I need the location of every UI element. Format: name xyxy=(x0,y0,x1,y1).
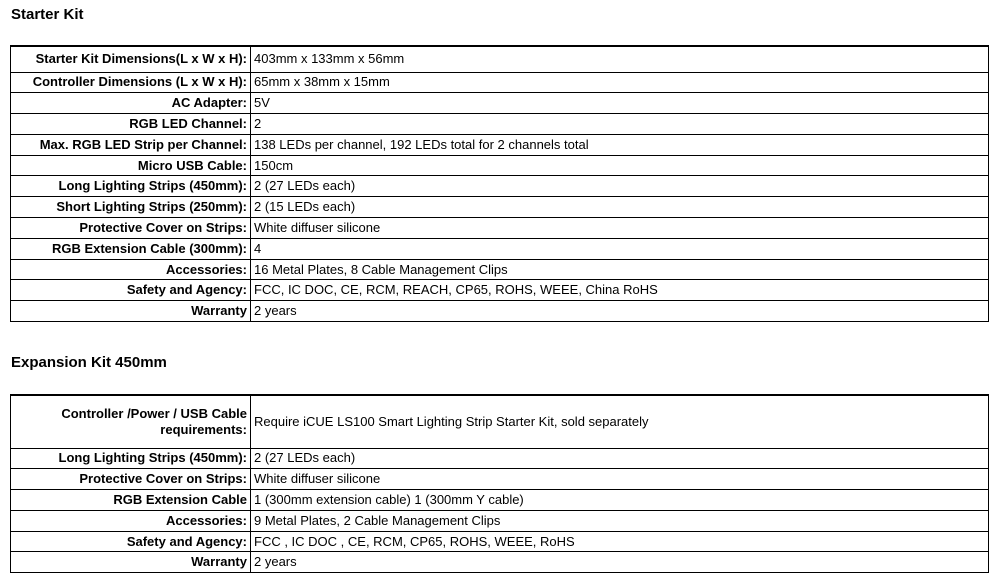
spec-label: Warranty xyxy=(11,301,251,322)
table-row xyxy=(11,72,989,93)
spec-label: Max. RGB LED Strip per Channel: xyxy=(11,134,251,155)
table-row xyxy=(11,448,989,469)
table-row xyxy=(11,218,989,239)
spec-value: Require iCUE LS100 Smart Lighting Strip Starter Kit, sold separately xyxy=(251,395,989,448)
spec-label: Controller Dimensions (L x W x H): xyxy=(11,72,251,93)
starter-kit-title: Starter Kit xyxy=(11,6,84,23)
spec-label: Accessories: xyxy=(11,510,251,531)
table-row xyxy=(11,155,989,176)
spec-label: Protective Cover on Strips: xyxy=(11,469,251,490)
spec-label: Safety and Agency: xyxy=(11,531,251,552)
spec-value: 65mm x 38mm x 15mm xyxy=(251,72,989,93)
spec-value: FCC, IC DOC, CE, RCM, REACH, CP65, ROHS, WEEE, China RoHS xyxy=(251,280,989,301)
spec-value: 2 (27 LEDs each) xyxy=(251,448,989,469)
table-row xyxy=(11,301,989,322)
spec-value: 2 years xyxy=(251,552,989,573)
table-row xyxy=(11,93,989,114)
spec-label: Warranty xyxy=(11,552,251,573)
spec-value: 150cm xyxy=(251,155,989,176)
table-row xyxy=(11,259,989,280)
spec-value: White diffuser silicone xyxy=(251,218,989,239)
spec-value: 138 LEDs per channel, 192 LEDs total for 2 channels total xyxy=(251,134,989,155)
spec-value: 1 (300mm extension cable) 1 (300mm Y cable) xyxy=(251,490,989,511)
spec-value: 5V xyxy=(251,93,989,114)
expansion-kit-spec-table xyxy=(10,394,989,573)
table-row xyxy=(11,197,989,218)
spec-label: Starter Kit Dimensions(L x W x H): xyxy=(11,46,251,72)
spec-label: Micro USB Cable: xyxy=(11,155,251,176)
table-row xyxy=(11,280,989,301)
spec-value: 16 Metal Plates, 8 Cable Management Clips xyxy=(251,259,989,280)
table-row xyxy=(11,552,989,573)
spec-label: Controller /Power / USB Cable requirements: xyxy=(11,395,251,448)
table-row xyxy=(11,395,989,448)
table-row xyxy=(11,114,989,135)
table-row xyxy=(11,531,989,552)
table-row xyxy=(11,490,989,511)
spec-label: RGB LED Channel: xyxy=(11,114,251,135)
table-row xyxy=(11,46,989,72)
table-row xyxy=(11,510,989,531)
spec-label: Accessories: xyxy=(11,259,251,280)
spec-label: RGB Extension Cable (300mm): xyxy=(11,238,251,259)
spec-value: 9 Metal Plates, 2 Cable Management Clips xyxy=(251,510,989,531)
spec-value: 2 xyxy=(251,114,989,135)
spec-value: FCC , IC DOC , CE, RCM, CP65, ROHS, WEEE, RoHS xyxy=(251,531,989,552)
spec-value: 2 years xyxy=(251,301,989,322)
spec-label: Short Lighting Strips (250mm): xyxy=(11,197,251,218)
spec-value: 403mm x 133mm x 56mm xyxy=(251,46,989,72)
spec-value: 2 (27 LEDs each) xyxy=(251,176,989,197)
spec-value: White diffuser silicone xyxy=(251,469,989,490)
spec-label: RGB Extension Cable xyxy=(11,490,251,511)
spec-label: Long Lighting Strips (450mm): xyxy=(11,448,251,469)
starter-kit-spec-table xyxy=(10,45,989,322)
table-row xyxy=(11,134,989,155)
table-row xyxy=(11,469,989,490)
spec-label: Safety and Agency: xyxy=(11,280,251,301)
spec-label: Long Lighting Strips (450mm): xyxy=(11,176,251,197)
spec-label: Protective Cover on Strips: xyxy=(11,218,251,239)
table-row xyxy=(11,238,989,259)
table-row xyxy=(11,176,989,197)
spec-label: AC Adapter: xyxy=(11,93,251,114)
spec-value: 4 xyxy=(251,238,989,259)
spec-value: 2 (15 LEDs each) xyxy=(251,197,989,218)
expansion-kit-title: Expansion Kit 450mm xyxy=(11,354,167,371)
